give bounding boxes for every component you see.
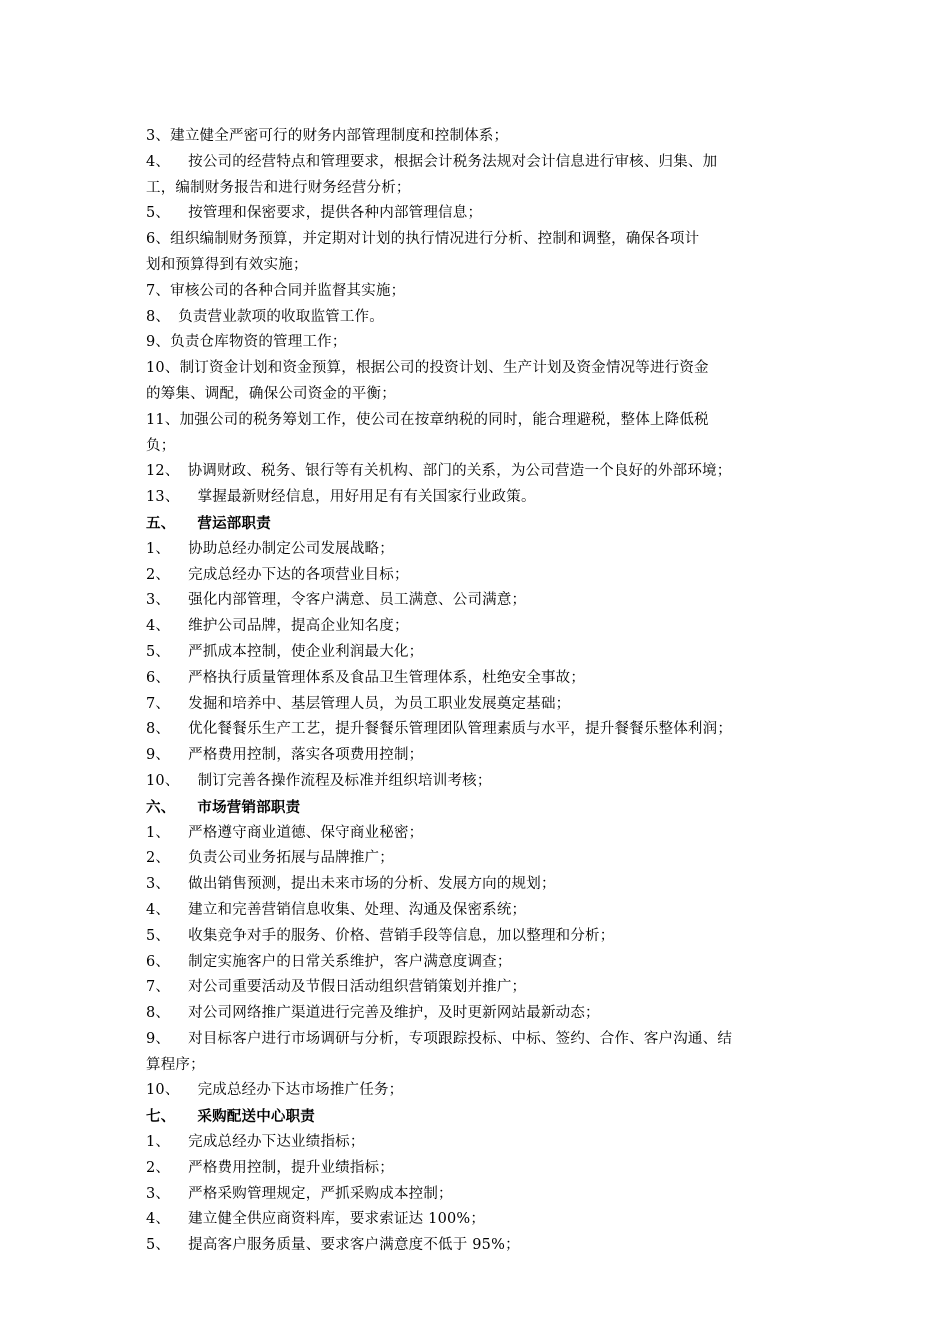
list-item-text: 组织编制财务预算，并定期对计划的执行情况进行分析、控制和调整，确保各项计 [170, 231, 700, 248]
list-item-number: 4、 [146, 1211, 171, 1228]
list-item-text: 维护公司品牌，提高企业知名度； [188, 618, 409, 635]
list-item-number: 5、 [146, 927, 171, 944]
list-item-number: 7、 [146, 979, 171, 996]
list-item-text: 的筹集、调配，确保公司资金的平衡； [146, 385, 396, 402]
list-item-text: 审核公司的各种合同并监督其实施； [170, 282, 406, 299]
list-item [146, 846, 816, 872]
list-item [146, 382, 816, 408]
list-item-number: 4、 [146, 618, 171, 635]
list-item [146, 227, 816, 253]
list-item-number: 12、 [146, 463, 180, 480]
list-item-text: 完成总经办下达的各项营业目标； [188, 566, 409, 583]
list-item [146, 201, 816, 227]
operations-heading [146, 511, 816, 537]
list-item-text: 强化内部管理，令客户满意、员工满意、公司满意； [188, 592, 527, 609]
finance-duties-list [146, 124, 816, 511]
list-item [146, 898, 816, 924]
list-item [146, 717, 816, 743]
list-item [146, 975, 816, 1001]
list-item-number: 6、 [146, 953, 171, 970]
list-item [146, 1053, 816, 1079]
list-item [146, 1182, 816, 1208]
list-item-number: 1、 [146, 1134, 171, 1151]
list-item-number: 6、 [146, 231, 171, 248]
list-item-text: 建立健全供应商资料库，要求索证达 100%； [188, 1211, 486, 1228]
list-item-text: 划和预算得到有效实施； [146, 256, 308, 273]
list-item [146, 485, 816, 511]
list-item-text: 制订完善各操作流程及标准并组织培训考核； [197, 772, 492, 789]
list-item [146, 176, 816, 202]
list-item-number: 2、 [146, 1159, 171, 1176]
document-body [146, 124, 816, 1259]
list-item-number: 2、 [146, 850, 171, 867]
list-item [146, 1233, 816, 1259]
list-item-number: 3、 [146, 1185, 171, 1202]
operations-heading-number: 五、 [146, 514, 176, 532]
list-item-text: 负； [146, 437, 176, 454]
list-item [146, 872, 816, 898]
list-item-number: 9、 [146, 747, 171, 764]
list-item-number: 10、 [146, 360, 180, 377]
list-item-text: 负责公司业务拓展与品牌推广； [188, 850, 394, 867]
list-item [146, 1078, 816, 1104]
list-item [146, 279, 816, 305]
list-item [146, 924, 816, 950]
list-item-text: 严格采购管理规定，严抓采购成本控制； [188, 1185, 453, 1202]
list-item [146, 537, 816, 563]
list-item-number: 9、 [146, 1030, 171, 1047]
list-item [146, 1207, 816, 1233]
purchasing-duties-list [146, 1130, 816, 1259]
list-item-text: 建立和完善营销信息收集、处理、沟通及保密系统； [188, 901, 527, 918]
list-item-text: 协调财政、税务、银行等有关机构、部门的关系，为公司营造一个良好的外部环境； [187, 463, 732, 480]
list-item-text: 严格费用控制，提升业绩指标； [188, 1159, 394, 1176]
marketing-duties-list [146, 821, 816, 1105]
list-item [146, 124, 816, 150]
list-item [146, 253, 816, 279]
list-item-number: 8、 [146, 308, 171, 325]
list-item-number: 10、 [146, 772, 180, 789]
list-item-text: 优化餐餐乐生产工艺，提升餐餐乐管理团队管理素质与水平，提升餐餐乐整体利润； [188, 721, 733, 738]
list-item-number: 4、 [146, 153, 171, 170]
marketing-heading [146, 795, 816, 821]
list-item [146, 743, 816, 769]
list-item-text: 做出销售预测，提出未来市场的分析、发展方向的规划； [188, 876, 556, 893]
list-item-text: 提高客户服务质量、要求客户满意度不低于 95%； [188, 1237, 520, 1254]
list-item-text: 按公司的经营特点和管理要求，根据会计税务法规对会计信息进行审核、归集、加 [188, 153, 718, 170]
list-item-text: 对公司重要活动及节假日活动组织营销策划并推广； [188, 979, 527, 996]
list-item [146, 692, 816, 718]
list-item-number: 1、 [146, 824, 171, 841]
list-item-number: 9、 [146, 334, 171, 351]
list-item [146, 305, 816, 331]
list-item [146, 769, 816, 795]
list-item [146, 1130, 816, 1156]
list-item [146, 614, 816, 640]
purchasing-heading-number: 七、 [146, 1108, 176, 1126]
list-item [146, 588, 816, 614]
list-item-text: 严格遵守商业道德、保守商业秘密； [188, 824, 424, 841]
list-item-number: 5、 [146, 1237, 171, 1254]
list-item [146, 150, 816, 176]
list-item-text: 加强公司的税务筹划工作，使公司在按章纳税的同时，能合理避税，整体上降低税 [179, 411, 709, 428]
list-item-number: 5、 [146, 643, 171, 660]
list-item-text: 算程序； [146, 1056, 205, 1073]
list-item [146, 408, 816, 434]
list-item-number: 13、 [146, 489, 180, 506]
list-item-text: 协助总经办制定公司发展战略； [188, 540, 394, 557]
list-item-number: 3、 [146, 876, 171, 893]
list-item-text: 发掘和培养中、基层管理人员，为员工职业发展奠定基础； [188, 695, 571, 712]
list-item [146, 950, 816, 976]
list-item-text: 收集竞争对手的服务、价格、营销手段等信息，加以整理和分析； [188, 927, 615, 944]
list-item [146, 821, 816, 847]
list-item [146, 1001, 816, 1027]
list-item-text: 严格费用控制，落实各项费用控制； [188, 747, 424, 764]
list-item-number: 7、 [146, 282, 171, 299]
list-item-text: 按管理和保密要求，提供各种内部管理信息； [188, 205, 483, 222]
list-item [146, 1027, 816, 1053]
list-item-text: 制订资金计划和资金预算，根据公司的投资计划、生产计划及资金情况等进行资金 [179, 360, 709, 377]
list-item-number: 3、 [146, 592, 171, 609]
list-item-text: 对公司网络推广渠道进行完善及维护，及时更新网站最新动态； [188, 1005, 600, 1022]
list-item-number: 8、 [146, 721, 171, 738]
list-item-number: 1、 [146, 540, 171, 557]
list-item-text: 制定实施客户的日常关系维护，客户满意度调查； [188, 953, 512, 970]
list-item [146, 563, 816, 589]
list-item-number: 3、 [146, 128, 171, 144]
list-item-text: 工，编制财务报告和进行财务经营分析； [146, 179, 411, 196]
list-item-text: 完成总经办下达业绩指标； [188, 1134, 365, 1151]
list-item-number: 5、 [146, 205, 171, 222]
operations-duties-list [146, 537, 816, 795]
purchasing-heading-title: 采购配送中心职责 [197, 1108, 316, 1126]
list-item-number: 7、 [146, 695, 171, 712]
list-item-number: 2、 [146, 566, 171, 583]
list-item-text: 建立健全严密可行的财务内部管理制度和控制体系； [170, 128, 509, 144]
purchasing-heading [146, 1104, 816, 1130]
list-item-number: 4、 [146, 901, 171, 918]
marketing-heading-title: 市场营销部职责 [197, 798, 301, 816]
list-item-text: 负责营业款项的收取监管工作。 [178, 308, 384, 325]
list-item [146, 330, 816, 356]
list-item [146, 434, 816, 460]
list-item-number: 10、 [146, 1082, 180, 1099]
list-item [146, 356, 816, 382]
list-item-number: 6、 [146, 669, 171, 686]
list-item-number: 11、 [146, 411, 180, 428]
list-item-text: 完成总经办下达市场推广任务； [197, 1082, 404, 1099]
list-item-text: 严格执行质量管理体系及食品卫生管理体系，杜绝安全事故； [188, 669, 586, 686]
marketing-heading-number: 六、 [146, 798, 176, 816]
list-item-text: 负责仓库物资的管理工作； [170, 334, 347, 351]
list-item-text: 对目标客户进行市场调研与分析，专项跟踪投标、中标、签约、合作、客户沟通、结 [188, 1030, 733, 1047]
list-item [146, 1156, 816, 1182]
list-item-number: 8、 [146, 1005, 171, 1022]
operations-heading-title: 营运部职责 [197, 514, 271, 532]
list-item-text: 严抓成本控制，使企业利润最大化； [188, 643, 424, 660]
list-item [146, 640, 816, 666]
list-item [146, 459, 816, 485]
list-item [146, 666, 816, 692]
list-item-text: 掌握最新财经信息，用好用足有有关国家行业政策。 [197, 489, 536, 506]
